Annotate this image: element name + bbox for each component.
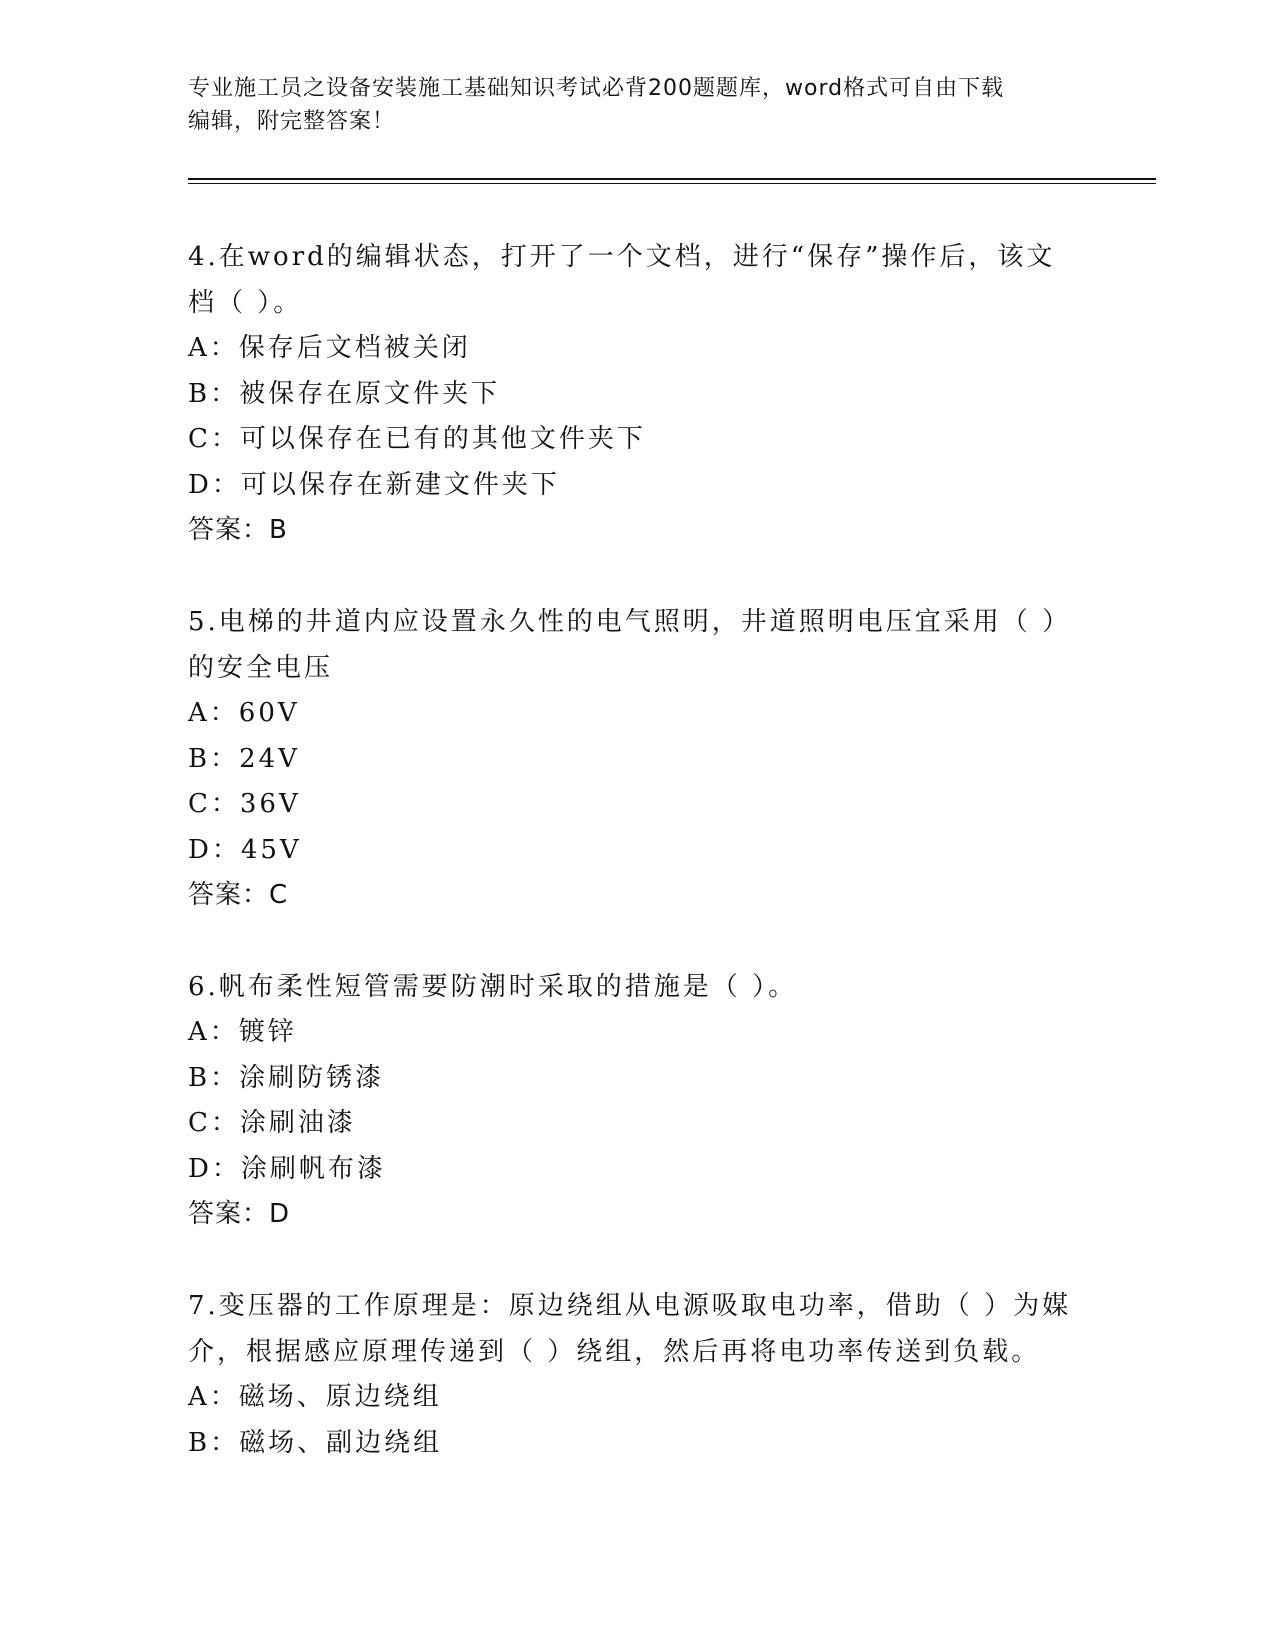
document-header — [188, 72, 1088, 138]
option-c: C：涂刷油漆 — [188, 1108, 356, 1138]
question-stem-line-1: 7.变压器的工作原理是：原边绕组从电源吸取电功率，借助（ ）为媒 — [188, 1291, 1072, 1321]
question-stem-line-2: 档（ ）。 — [188, 288, 303, 318]
option-a: A：60V — [188, 698, 300, 728]
answer: 答案：C — [188, 880, 289, 910]
header-title-line-2: 编辑，附完整答案！ — [188, 109, 396, 134]
option-d: D：45V — [188, 834, 302, 865]
question-6 — [188, 964, 1088, 1238]
option-b: B：被保存在原文件夹下 — [188, 378, 501, 409]
option-b: B：涂刷防锈漆 — [188, 1062, 385, 1093]
question-4 — [188, 234, 1088, 554]
option-c: C：36V — [188, 789, 301, 819]
option-c: C：可以保存在已有的其他文件夹下 — [188, 424, 646, 454]
question-stem-line-1: 5.电梯的井道内应设置永久性的电气照明，井道照明电压宜采用（ ） — [188, 607, 1072, 637]
header-title-line-1: 专业施工员之设备安装施工基础知识考试必背200题题库，word格式可自由下载 — [188, 76, 1005, 101]
question-stem-line-2: 介，根据感应原理传递到（ ）绕组，然后再将电功率传送到负载。 — [188, 1337, 1041, 1367]
option-d: D：涂刷帆布漆 — [188, 1153, 386, 1184]
question-5 — [188, 599, 1088, 919]
answer: 答案：D — [188, 1199, 291, 1229]
option-a: A：磁场、原边绕组 — [188, 1382, 442, 1412]
question-7 — [188, 1283, 1088, 1466]
question-stem-line-2: 的安全电压 — [188, 653, 334, 683]
option-d: D：可以保存在新建文件夹下 — [188, 469, 560, 500]
answer: 答案：B — [188, 515, 288, 545]
header-divider-thick — [188, 178, 1156, 180]
question-stem-line-1: 6.帆布柔性短管需要防潮时采取的措施是（ ）。 — [188, 972, 798, 1002]
option-a: A：镀锌 — [188, 1017, 297, 1047]
question-stem-line-1: 4.在word的编辑状态，打开了一个文档，进行“保存”操作后，该文 — [188, 242, 1056, 272]
option-a: A：保存后文档被关闭 — [188, 333, 471, 363]
option-b: B：24V — [188, 743, 300, 774]
option-b: B：磁场、副边绕组 — [188, 1427, 443, 1458]
header-divider-thin — [188, 183, 1156, 184]
